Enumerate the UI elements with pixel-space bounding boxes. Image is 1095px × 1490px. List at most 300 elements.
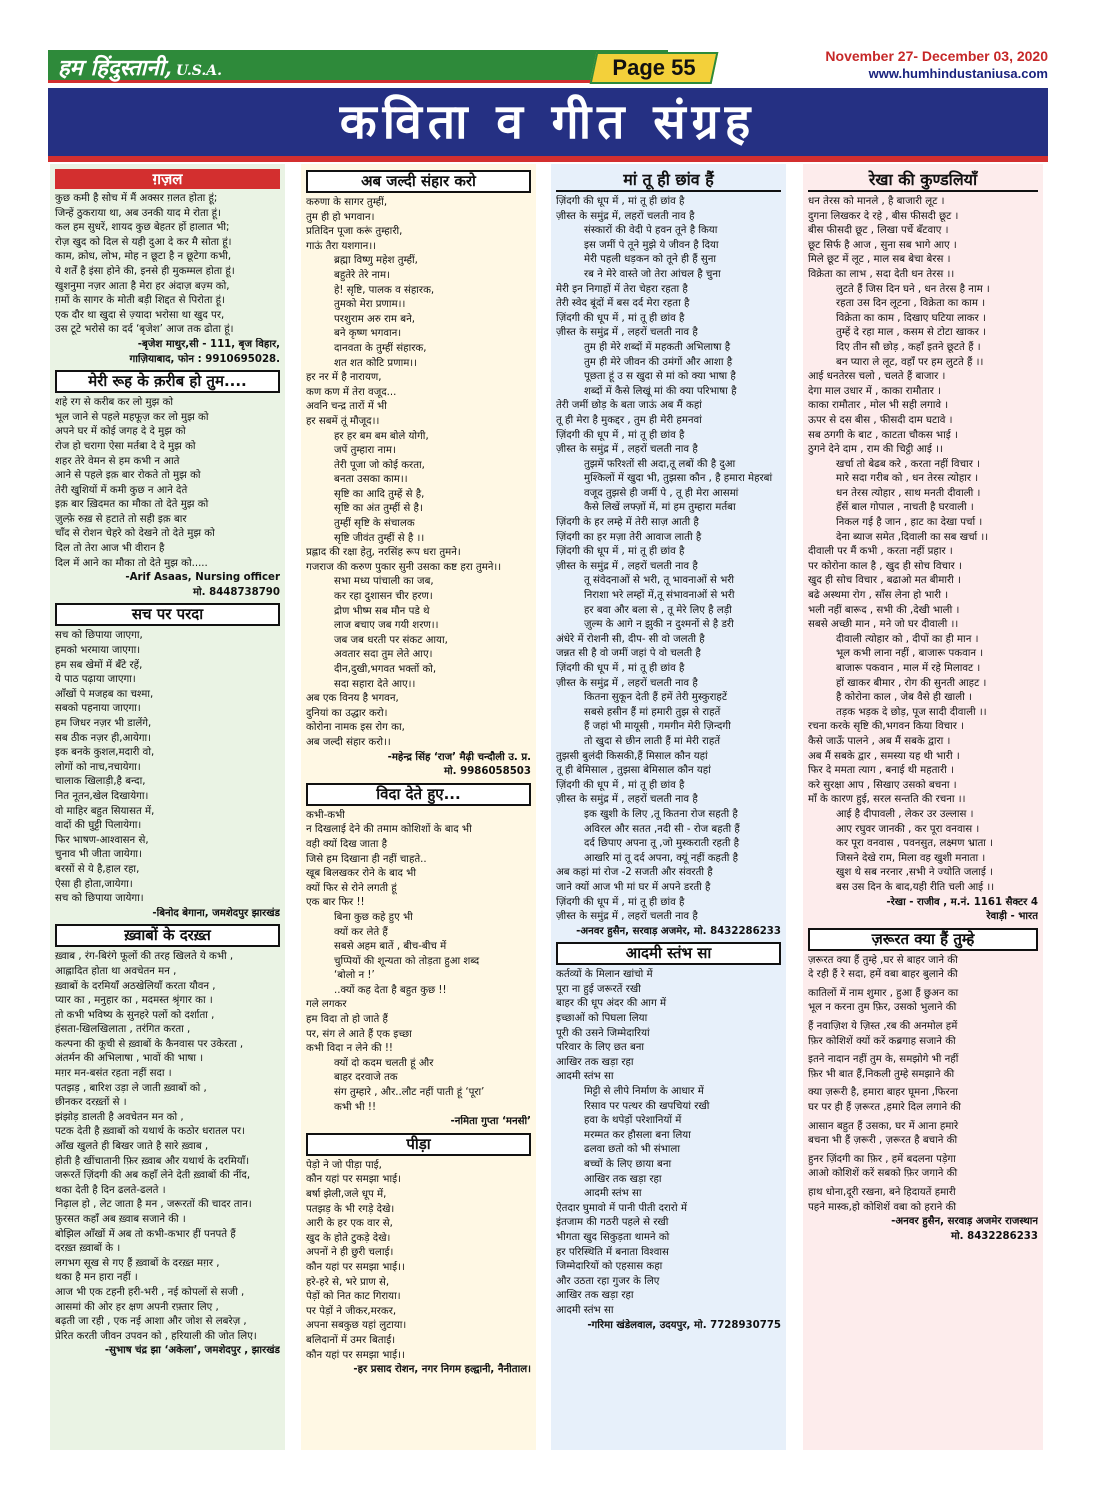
poem-line: तू ही बेमिसाल , तुझसा बेमिसाल कौन यहां xyxy=(556,765,711,777)
poem-line: मेरी पहली धड़कन को तूने ही हैं सुना xyxy=(584,254,717,266)
poem-line: न दिखलाई देने की तमाम कोशिशों के बाद भी xyxy=(306,824,472,836)
poem-line: इस जमीं पे तूने मुझे ये जीवन है दिया xyxy=(584,239,719,251)
poem-body-rekha-kundaliyan xyxy=(808,195,1038,896)
poem-line: पतझड़ , बारिश उड़ा ले जाती ख़्वाबों को , xyxy=(55,1082,207,1094)
poem-line: तुझसी बुलंदी किसकी,हैं मिसाल कौन यहां xyxy=(556,750,708,762)
poem-line: देगा माल उधार में , काका रामौतार । xyxy=(808,385,942,397)
poem-credit-zaroorat-kya-hai xyxy=(808,1215,1038,1244)
poem-line: लाज बचाए जब गयी शरण।। xyxy=(334,620,439,632)
poem-line: इक बनके कुशल,मदारी वो, xyxy=(55,747,155,759)
poem-line: भूल जाने से पहले महफूज़ कर लो मुझ को xyxy=(55,411,209,423)
poem-line: कुछ कमी है सोच में मैं अक्सर ग़लत होता हूं; xyxy=(55,193,218,204)
poem-line: प्रह्लाद की रक्षा हेतु, नरसिंह रूप धरा तुमने। xyxy=(306,547,461,559)
poem-credit-ghazal xyxy=(55,338,280,367)
poem-line: हर नर में है नारायण, xyxy=(306,372,382,384)
poem-line: दे रही हैं रे सदा, हमें वबा बाहर बुलाने की xyxy=(808,969,958,981)
poem-line: आई धनतेरस चलो , चलते हैं बाजार । xyxy=(808,371,946,383)
poem-line: बाहर की धूप अंदर की आग में xyxy=(556,998,667,1010)
poem-line: करुणा के सागर तुम्हीं, xyxy=(306,197,388,208)
poem-line: ज़ुल्फ़े रुख़ से हटाते तो सही इक़ बार xyxy=(55,513,187,525)
poem-body-ab-jaldi-sanhar xyxy=(306,196,531,751)
poem-line: काम, क्रोध, लोभ, मोह न छूटा है न छूटेगा कभी, xyxy=(55,251,232,263)
poem-line: अवतार सदा तुम लेते आए। xyxy=(334,649,433,661)
poem-line: हमको भरमाया जाएगा। xyxy=(55,645,141,657)
poem-line: ब्रह्मा विष्णु महेश तुम्हीं, xyxy=(334,255,418,267)
poem-line: संस्कारों की वेदी पे हवन तूने है किया xyxy=(584,225,718,237)
poem-line: फ़िर कोशिशें क्यों करें कब्रगाह सजाने की xyxy=(808,1035,956,1047)
poem-line: खुश थे सब नरनार ,सभी ने ज्योति जलाई । xyxy=(836,867,994,879)
poem-line: सृष्टि का अंत तुम्हीं से है। xyxy=(334,503,423,515)
poet-credit-line: रेवाड़ी - भारत xyxy=(986,911,1038,923)
poem-line: सदा सहारा देते आए।। xyxy=(334,678,416,690)
poem-line: हैं नवाज़िश ये ज़िस्त ,रब की अनमोल हमें xyxy=(808,1021,958,1033)
poem-line: जिन्हें ठुकराया था, अब उनकी याद मे रोता हूं। xyxy=(55,207,221,219)
poem-line: मेरी इन निगाहों में तेरा चेहरा रहता है xyxy=(556,283,688,295)
poem-body-ghazal xyxy=(55,192,280,338)
poem-line: क्यों फिर से रोने लगती हूं xyxy=(306,882,397,894)
poem-line: सबको पहनाया जाएगा। xyxy=(55,703,141,715)
poem-line: ऐतदार घुमावो में पानी पीती दरारो में xyxy=(556,1202,687,1214)
poem-line: ‘बोलो न !’ xyxy=(334,970,375,982)
poem-line: हँसें बाल गोपाल , नाचती है घरवाली । xyxy=(836,502,974,514)
poem-line: रचना करके सृष्टि की,भगवन किया विचार । xyxy=(808,721,965,733)
poem-line: आखिर तक खड़ा रहा xyxy=(556,1056,634,1068)
poem-line: पूरी की उसने जिम्मेदारियां xyxy=(556,1027,650,1039)
poem-line: तेरी खुशियों में कमी कुछ न आने देते xyxy=(55,484,188,496)
poem-line: खर्चा तो बेढब करे , करता नहीं विचार । xyxy=(836,458,980,470)
poem-line: बहुतेरे तेरे नाम। xyxy=(334,269,390,281)
poem-line: भूल न करना तुम फ़िर, उसको भुलाने की xyxy=(808,1002,957,1014)
poem-line: हुनर ज़िंदगी का फ़िर , हमें बदलना पड़ेगा xyxy=(808,1153,956,1165)
poem-line: अवनि चन्द्र तारों में भी xyxy=(306,401,387,413)
poem-line: चुनाव भी जीता जायेगा। xyxy=(55,849,142,861)
poem-line: कल्पना की कूची से ख़्वाबों के कैनवास पर उकेरता , xyxy=(55,1038,244,1050)
poem-line: पहने मास्क,हो कोशिशें वबा को हराने की xyxy=(808,1201,956,1213)
poem-body-maa-tu-hi-chhanv xyxy=(556,195,781,925)
poem-line: फ़िर भी बात हैं,निकली तुम्हे समझाने की xyxy=(808,1068,955,1080)
poem-line: लोगों को नाच,नचायेगा। xyxy=(55,761,141,773)
section-title: कविता व गीत संग्रह xyxy=(339,94,757,150)
poem-line: हम जिधर नज़र भी डालेंगे, xyxy=(55,718,152,729)
poem-line: अविरल और सतत ,नदी सी - रोज बहती हैं xyxy=(584,823,740,835)
poem-line: ज़िंदगी के हर लम्हे में तेरी साज़ आती है xyxy=(556,517,699,529)
poem-line: माँ के कारण हुई, सरल सन्तति की रचना ।। xyxy=(808,794,966,806)
poem-line: हर सबमें तूं मौजूद।। xyxy=(306,415,380,427)
poem-line: हवा के थपेड़ों परेशानियों में xyxy=(584,1115,682,1127)
poem-line: परिवार के लिए छत बना xyxy=(556,1042,645,1054)
poem-line: कभी विदा न लेने की !! xyxy=(306,1043,394,1055)
poem-line: प्रेरित करती जीवन उपवन को , हरियाली की जोत लिए। xyxy=(55,1330,257,1342)
poem-line: अब जल्दी संहार करो।। xyxy=(306,736,391,748)
poem-line: हों खाकर बीमार , रोग की सुनती आहट । xyxy=(836,677,987,689)
poem-line: लगभग सूख से गए हैं ख़्वाबों के दरख़्त मग़र , xyxy=(55,1257,220,1269)
poem-line: ज़िंदगी की धूप में , मां तू ही छांव है xyxy=(556,779,685,791)
poem-line: आसमां की ओर हर क्षण अपनी रफ़्तार लिए , xyxy=(55,1301,219,1313)
poem-line: रब ने मेरे वास्ते जो तेरा आंचल है चुना xyxy=(584,268,721,280)
poem-line: कैसे लिखें लफ्ज़ों में, मां हम तुम्हारा मर्तबा xyxy=(584,502,736,514)
poet-credit-line: -अनवर हुसैन, सरवाड़ अजमेर, मो. 8432286233 xyxy=(576,925,781,937)
poem-line: कौन यहां पर समझा भाई।। xyxy=(306,1349,405,1361)
poem-line: क्यों दो कदम चलती हूं और xyxy=(334,1057,434,1069)
poem-line: आओ कोशिशें करें सबको फ़िर जगाने की xyxy=(808,1168,958,1180)
poem-line: वजूद तुझसे ही जमीं पे , तू ही मेरा आसमां xyxy=(584,487,739,499)
poet-credit-line: -रेखा - राजीव , म.नं. 1161 सैक्टर 4 xyxy=(886,896,1038,908)
poem-line: ज़िंदगी का हर मज़ा तेरी आवाज लाती है xyxy=(556,531,702,543)
poem-line: नित नूतन,खेल दिखायेगा। xyxy=(55,790,149,802)
poem-line: मिट्टी से लीपे निर्माण के आधार में xyxy=(584,1086,704,1098)
poem-line: बरसों से ये है,हाल रहा, xyxy=(55,863,140,875)
poem-line: ज़रूरत क्या हैं तुम्हे ,घर से बाहर जाने की xyxy=(808,954,958,966)
poem-line: कैसे जाऊँ पालने , अब मैं सबके द्वारा । xyxy=(808,735,951,747)
poem-line: चुप्पियों की शून्यता को तोड़ता हुआ शब्द xyxy=(334,955,480,967)
poem-line: द्रोण भीष्म सब मौन पडे थे xyxy=(334,605,430,617)
poem-line: इक खुशी के लिए ,तू कितना रोज सहती है xyxy=(584,808,738,820)
poem-line: जब जब धरती पर संकट आया, xyxy=(334,634,448,646)
poem-line: सबसे अहम बातें , बीच-बीच में xyxy=(334,941,447,953)
poem-line: आने से पहले इक़ बार रोकते तो मुझ को xyxy=(55,470,201,482)
poet-credit-line: -बृजेश माथुर,सी - 111, बृज विहार, xyxy=(137,338,280,350)
poet-credit-line: -हर प्रसाद रोशन, नगर निगम हल्द्वानी, नैनीताल। xyxy=(353,1364,531,1376)
poem-line: आए रघुवर जानकी , कर पूरा वनवास । xyxy=(836,823,980,835)
poem-line: शहर तेरे वेमन से हम कभी न आते xyxy=(55,455,180,467)
poem-line: सभा मध्य पांचाली का जब, xyxy=(334,576,434,588)
poem-line: आदमी स्तंभ सा xyxy=(556,1071,614,1083)
poem-line: सबसे हसीन हैं मां हमारी तुझ से राहतें xyxy=(584,706,721,718)
poem-title-khwabon-ke-darakht: ख़्वाबों के दरख़्त xyxy=(55,924,280,947)
poem-line: हम विदा तो हो जाते हैं xyxy=(306,1014,388,1026)
poet-credit-line: -नमिता गुप्ता ‘मनसी’ xyxy=(450,1116,531,1128)
poem-line: ज़ुल्म के आगे न झुकी न दुश्मनों से है डरी xyxy=(584,619,734,631)
poem-title-rekha-kundaliyan: रेखा की कुण्डलियाँ xyxy=(808,170,1038,192)
poem-line: कौन यहां पर समझा भाई। xyxy=(306,1174,401,1186)
poem-line: आखरि मां तू दर्द अपना, क्यूं नहीं कहती है xyxy=(584,852,739,864)
poem-line: तड़क भड़क दे छोड़, पूज सादी दीवाली ।। xyxy=(836,706,987,718)
poem-line: ज़ीस्त के समुंद्र में , लहरों चलती नाव है xyxy=(556,444,698,456)
masthead-bar xyxy=(48,50,668,83)
poem-credit-rekha-kundaliyan xyxy=(808,896,1038,925)
poem-line: जिसे हम दिखाना ही नहीं चाहते.. xyxy=(306,853,427,865)
poem-line: वही क्यों दिख जाता है xyxy=(306,838,388,850)
poem-line: सब ठीक नज़र ही,आयेगा। xyxy=(55,732,152,744)
poem-line: तुम ही हो भगवान। xyxy=(306,211,375,223)
poem-line: भूल कभी लाना नहीं , बाजारू पकवान । xyxy=(836,648,984,660)
poem-line: कर्तव्यों के मिलान खांचो में xyxy=(556,969,653,981)
poem-line: क्यों कर लेते हैं xyxy=(334,926,388,938)
poem-line: अपनों ने ही छुरी चलाई। xyxy=(306,1247,394,1259)
poem-line: ..क्यों कह देता है बहुत कुछ !! xyxy=(334,984,447,996)
poem-line: फिर भाषण-आश्वासन से, xyxy=(55,834,149,846)
poem-line: मरम्मत कर हौसला बना लिया xyxy=(584,1129,691,1141)
column-1 xyxy=(50,164,285,1450)
poem-title-aadmi-stambh-sa: आदमी स्तंभ सा xyxy=(556,942,781,965)
poem-line: ज़ीस्त के समुंद्र में , लहरों चलती नाव है xyxy=(556,911,698,923)
poem-line: तुम ही मेरे शब्दों में महकती अभिलाषा है xyxy=(584,341,731,353)
poem-line: आखिर तक खड़ा रहा xyxy=(584,1173,662,1185)
poem-line: अंतर्मन की अभिलाषा , भावों की भाषा । xyxy=(55,1053,204,1065)
poem-line: बाजारू पकवान , माल में रहे मिलावट । xyxy=(836,663,981,674)
poem-line: तेरी स्वेद बूंदों में बस दर्द मेरा रहता है xyxy=(556,298,690,310)
poem-line: अब मैं सबके द्वार , समस्या यह थी भारी । xyxy=(808,750,960,762)
poem-line: ज़िंदगी की धूप में , मां तू ही छांव है xyxy=(556,196,685,207)
poem-line: अब कहां मां रोज -2 सजती और संवरती है xyxy=(556,867,713,879)
poem-line: अंधेरे में रोशनी सी, दीप- सी वो जलती है xyxy=(556,633,705,645)
poem-line: भीगता खुद सिकुड़ता थामने को xyxy=(556,1231,670,1243)
poem-line: आरी के हर एक वार से, xyxy=(306,1218,393,1230)
poem-credit-sach-par-parda xyxy=(55,907,280,922)
poem-line: मुश्किलों में खुदा भी, तुझसा कौन , है हमारा मेहरबां xyxy=(584,473,773,485)
poem-line: आसान बहुत हैं उसका, घर में आना हमारे xyxy=(808,1120,959,1132)
poet-credit-line: मो. 9986058503 xyxy=(443,766,531,778)
poem-line: ठुगने देने दाम , राम की चिट्ठी आई ।। xyxy=(808,444,943,456)
poem-line: बढे अस्थमा रोग , साँस लेना हो भारी । xyxy=(808,590,949,602)
poem-line: जपें तुम्हारा नाम। xyxy=(334,445,396,457)
poem-line: छूट सिर्फ है आज , सुना सब भागे आए । xyxy=(808,239,957,251)
poem-line: काका रामौतार , मोल भी सही लगावे । xyxy=(808,400,949,412)
poem-line: एक बार फिर !! xyxy=(306,897,365,909)
poem-line: पर कोरोना काल है , खुद ही सोच विचार । xyxy=(808,560,962,572)
poem-line: संग तुम्हारे , और..लौट नहीं पाती हूं ‘पूरा’ xyxy=(334,1087,485,1099)
poem-line: गाऊं तैरा यशगान।। xyxy=(306,240,377,252)
poem-line: वादों की घुट्टी पिलायेगा। xyxy=(55,820,142,832)
poem-credit-maa-tu-hi-chhanv xyxy=(556,925,781,940)
poem-body-khwabon-ke-darakht xyxy=(55,950,280,1344)
poem-line: अपना सबकुछ यहां लुटाया। xyxy=(306,1320,407,1332)
poem-line: देना ब्याज समेत ,दिवाली का सब खर्चा ।। xyxy=(836,531,989,543)
poem-line: ज़ीस्त के समुंद्र में , लहरों चलती नाव है xyxy=(556,794,698,806)
poem-line: दीवाली त्योहार को , दीपों का ही मान । xyxy=(836,633,979,645)
poem-line: बर्षा झेली,जले धूप में, xyxy=(306,1189,387,1200)
poet-credit-line: -महेन्द्र सिंह ‘राज’ मैढ़ी चन्दौली उ. प्र. xyxy=(387,751,531,763)
poem-line: खुद के होते टुकड़े देखे। xyxy=(306,1232,391,1244)
poem-line: बीस फीसदी छूट , लिखा पर्चे बँटवाए । xyxy=(808,225,949,237)
poem-title-zaroorat-kya-hai: ज़रूरत क्या हैं तुम्हे xyxy=(808,928,1038,951)
issue-date: November 27- December 03, 2020 xyxy=(825,48,1048,64)
poem-line: अब एक विनय है भगवन, xyxy=(306,693,399,705)
column-2 xyxy=(301,164,536,1450)
poem-line: कोरोना नामक इस रोग का, xyxy=(306,722,405,734)
poem-line: वो माहिर बहुत सियासत में, xyxy=(55,805,155,817)
poem-line: ज़िंदगी की धूप में , मां तू ही छांव है xyxy=(556,312,685,324)
poem-line: कितना सुकून देती हैं हमें तेरी मुस्कुराहटें xyxy=(584,692,727,704)
poem-body-zaroorat-kya-hai xyxy=(808,954,1038,1216)
poem-line: कातिलों में नाम शुमार , हुआ हैं छुअन का xyxy=(808,987,959,999)
poem-line: ज़ीस्त के समुंद्र में , लहरों चलती नाव है xyxy=(556,560,698,572)
poem-line: आदमी स्तंभ सा xyxy=(556,1304,614,1316)
poem-line: दीवाली पर मैं कभी , करता नहीं प्रहार । xyxy=(808,546,953,558)
poem-line: बनता उसका काम।। xyxy=(334,474,408,486)
poem-line: ज़ीस्त के समुंद्र में , लहरों चलती नाव है xyxy=(556,327,698,339)
poem-line: ये पाठ पढ़ाया जाएगा। xyxy=(55,674,136,686)
poem-line: जन्नत सी है वो जमीं जहां पे वो चलती है xyxy=(556,648,701,660)
poem-line: ऊपर से दस बीस , फीसदी दाम घटावे । xyxy=(808,414,953,426)
poem-line: तुमको मेरा प्रणाम।। xyxy=(334,299,406,311)
poem-line: ऐसा ही होता,जायेगा। xyxy=(55,878,133,890)
poem-line: चाँद से रोशन चेहरे को देखने तो देते मुझ को xyxy=(55,528,215,540)
poem-line: है कोरोना काल , जेब वैसे ही खाली । xyxy=(836,692,972,704)
poem-line: दिल में आने का मौका तो देते मुझ को..... xyxy=(55,557,208,569)
poem-line: कल हम सुधरें, शायद कुछ बेहतर हों हालात भी; xyxy=(55,222,230,234)
poem-line: शहे रग से करीब कर लो मुझ को xyxy=(55,397,174,409)
poem-line: हे! सृष्टि, पालक व संहारक, xyxy=(334,284,435,296)
poem-line: दीन,दुखी,भगवत भक्तों को, xyxy=(334,664,437,675)
poet-credit-line: -बिनोद बेगाना, जमशेदपुर झारखंड xyxy=(152,907,280,919)
poem-line: झंझोड़ डालती है अवचेतन मन को , xyxy=(55,1111,184,1123)
poem-line: हाथ धोना,दूरी रखना, बने हिदायतें हमारी xyxy=(808,1187,956,1198)
poem-line: निढ़ाल हो , लेट जाता है मन , जरूरतों की चादर तान। xyxy=(55,1199,252,1211)
poem-line: तू ही मेरा है मुकद्दर , तुम ही मेरी हमनवां xyxy=(556,414,702,426)
poem-line: धन तेरस को मानले , है बाजारी लूट । xyxy=(808,196,945,207)
poem-line: हैं जहां भी मायूसी , गमगीन मेरी ज़िन्दगी xyxy=(584,721,731,733)
poet-credit-line: गाज़ियाबाद, फोन : 9910695028. xyxy=(129,353,280,365)
poem-line: ज़िंदगी की धूप में , मां तू ही छांव है xyxy=(556,546,685,558)
poem-line: ज़िंदगी की धूप में , मां तू ही छांव है xyxy=(556,429,685,441)
poem-line: हम सब खेमों में बँटे रहें, xyxy=(55,659,143,671)
poem-line: दिए तीन सौ छोड़ , कहाँ इतने छूटते हैं । xyxy=(836,341,981,353)
poem-line: बच्चों के लिए छाया बना xyxy=(584,1159,672,1170)
poem-line: जरूरतें ज़िंदगी की अब कहाँ लेने देती ख़्वाबों की नींद, xyxy=(55,1170,251,1182)
poem-line: पूरा ना हुई जरूरतें रखी xyxy=(556,983,641,995)
poem-line: घर पर ही हैं ज़रूरत ,हमारे दिल लगाने की xyxy=(808,1102,961,1114)
poem-line: कभी-कभी xyxy=(306,809,345,821)
poem-credit-ab-jaldi-sanhar xyxy=(306,751,531,780)
poem-line: और उठता रहा गुजर के लिए xyxy=(556,1275,660,1287)
poem-line: विक्रेता का काम , दिखाए घटिया लाकर । xyxy=(836,312,986,324)
poem-line: गजराज की करुण पुकार सुनी उसका कष्ट हरा तुमने।। xyxy=(306,561,502,573)
poem-body-meri-rooh xyxy=(55,396,280,571)
poem-body-peeda xyxy=(306,1159,531,1363)
poem-line: कर रहा दुशासन चीर हरण। xyxy=(334,591,433,603)
poem-line: आँख खुलते ही बिखर जाते है सारे ख़्वाब , xyxy=(55,1141,209,1153)
poem-line: ज़िंदगी की धूप में , मां तू ही छांव है xyxy=(556,896,685,908)
poem-line: रोज हो चरागा ऐसा मर्तबा दे दे मुझ को xyxy=(55,440,196,452)
poem-line: जिसने देखे राम, मिला वह खुशी मनाता । xyxy=(836,852,986,864)
poem-line: इक़ बार ख़िदमत का मौका तो देते मुझ को xyxy=(55,499,209,511)
poem-line: एक दौर था खुदा से ज़्यादा भरोसा था खुद पर, xyxy=(55,309,225,321)
poem-title-peeda: पीड़ा xyxy=(306,1133,531,1156)
poem-line: तो खुदा से छीन लाती हैं मां मेरी राहतें xyxy=(584,735,721,747)
poem-line: तुम्हीं सृष्टि के संचालक xyxy=(334,518,415,530)
poem-line: लुटते हैं जिस दिन घने , धन तेरस है नाम । xyxy=(836,283,990,295)
poem-line: दर्द छिपाए अपना तू ,जो मुस्कराती रहती है xyxy=(584,838,739,850)
poem-line: पेड़ो ने जो पीड़ा पाई, xyxy=(306,1159,382,1171)
poem-line: फिर दे ममता त्याग , बनाई थी महतारी । xyxy=(808,765,954,777)
poem-line: उस टूटे भरोसे का दर्द ‘बृजेश’ आज तक ढोता हूं। xyxy=(55,324,234,336)
masthead xyxy=(48,50,1048,80)
section-banner xyxy=(48,88,1048,162)
poem-line: आई है दीपावली , लेकर उर उल्लास । xyxy=(836,808,974,820)
poem-line: इतने नादान नहीं तुम के, समझोगे भी नहीं xyxy=(808,1054,959,1066)
poem-line: हंसता-खिलखिलाता , तरंगित करता , xyxy=(55,1024,191,1036)
poem-line: दिल तो तेरा आज भी वीरान है xyxy=(55,543,165,555)
poem-credit-vida-dete-hue xyxy=(306,1115,531,1130)
poem-line: खुद ही सोच विचार , बढाओ मत बीमारी । xyxy=(808,575,961,587)
column-3 xyxy=(551,164,786,1450)
poem-credit-peeda xyxy=(306,1363,531,1378)
poem-line: कण कण में तेरा वजूद... xyxy=(306,386,397,398)
poem-line: आँखों पे मजहब का चश्मा, xyxy=(55,688,154,700)
poem-line: आखिर तक खड़ा रहा xyxy=(556,1290,634,1302)
poem-line: ख़्वाबों के दरमियाँ अठखेलियाँ करता यौवन , xyxy=(55,980,216,992)
poem-line: बाहर दरवाजे तक xyxy=(334,1072,398,1084)
poem-line: दानवता के तुम्हीं संहारक, xyxy=(334,342,427,354)
poem-line: मग़र मन-बसंत रहता नहीं सदा । xyxy=(55,1068,172,1080)
poem-line: ज़िंदगी की धूप में , मां तू ही छांव है xyxy=(556,663,685,674)
column-4 xyxy=(803,164,1043,1450)
poem-line: सृष्टि का आदि तुम्हें से है, xyxy=(334,488,425,500)
poem-line: बचना भी हैं ज़रूरी , ज़रूरत है बचाने की xyxy=(808,1135,958,1147)
poem-line: खुशनुमा नज़र आता है मेरा हर अंदाज़ बज़्म को, xyxy=(55,280,230,292)
poem-line: आह्लादित होता था अवचेतन मन , xyxy=(55,965,177,977)
poem-line: तेरी पूजा जो कोई करता, xyxy=(334,459,425,471)
poem-line: कर पूरा वनवास , पवनसुत, लक्ष्मण भ्राता । xyxy=(836,838,994,850)
poem-line: हर हर बम बम बोले योगी, xyxy=(334,430,429,442)
poem-line: तेरी जमीं छोड़ के बता जाऊं अब मैं कहां xyxy=(556,400,702,412)
poem-line: ख़्वाब , रंग-बिरंगे फूलों की तरह खिलते ये कभी , xyxy=(55,951,234,963)
poem-line: क्या ज़रूरी है, हमारा बाहर घूमना ,फिरना xyxy=(808,1087,958,1099)
poem-line: पर, संग ले आते हैं एक इच्छा xyxy=(306,1028,412,1040)
poem-line: पूछता हूं उ स खुदा से मां को क्या भाषा है xyxy=(584,371,736,383)
poem-line: सब ठगगी के बाट , काटता चौकस भाई । xyxy=(808,429,958,441)
poem-line: आज भी एक टहनी हरी-भरी , नई कोपलों से सजी , xyxy=(55,1286,245,1298)
poem-body-sach-par-parda xyxy=(55,629,280,906)
poem-line: तू संवेदनाओं से भरी, तू भावनाओं से भरी xyxy=(584,575,735,587)
poem-body-vida-dete-hue xyxy=(306,809,531,1115)
website-url[interactable]: www.humhindustaniusa.com xyxy=(868,66,1048,81)
poem-line: सच को छिपाया जायेगा। xyxy=(55,893,144,905)
poem-line: तुझमें फरिश्तों सी अदा,तू लबों की है दुआ xyxy=(584,458,736,470)
poem-line: शब्दों में कैसे लिखूं मां की क्या परिभाषा है xyxy=(584,385,737,397)
poet-credit-line: -Arif Asaas, Nursing officer xyxy=(125,572,280,584)
poem-title-sach-par-parda: सच पर परदा xyxy=(55,603,280,626)
poet-credit-line: -अनवर हुसैन, सरवाड़ अजमेर राजस्थान xyxy=(891,1216,1038,1228)
poem-line: कौन यहां पर समझा भाई।। xyxy=(306,1261,405,1273)
poem-line: छीनकर दरख़्तों से । xyxy=(55,1097,127,1109)
poem-title-maa-tu-hi-chhanv: मां तू ही छांव हैं xyxy=(556,170,781,192)
poem-line: रिसाव पर पत्थर की खपचियां रखी xyxy=(584,1100,710,1112)
poem-line: जिम्मेदारियों को एहसास कहा xyxy=(556,1261,663,1273)
poem-credit-meri-rooh xyxy=(55,571,280,600)
poem-line: पेड़ों को नित काट गिराया। xyxy=(306,1291,401,1303)
poem-line: जाने क्यों आज भी मां घर में अपने डरती है xyxy=(556,881,711,893)
poem-line: निकल गई है जान , हाट का देखा पर्चा । xyxy=(836,517,983,529)
poem-line: शत शत कोटि प्रणाम।। xyxy=(334,357,418,369)
poem-line: रहता उस दिन लूटना , विक्रेता का काम । xyxy=(836,298,986,310)
poem-line: सच को छिपाया जाएगा, xyxy=(55,630,143,642)
poem-title-meri-rooh: मेरी रूह के क़रीब हो तुम.... xyxy=(55,370,280,393)
poem-line: भली नहीं बारूद , सभी की ,देखी भाली । xyxy=(808,604,960,616)
poem-credit-aadmi-stambh-sa xyxy=(556,1319,781,1334)
poem-line: अपने घर में कोई जगह दे दे मुझ को xyxy=(55,426,186,438)
page-number-badge: Page 55 xyxy=(590,52,719,84)
poem-line: बिना कुछ कहे हुए भी xyxy=(334,911,413,923)
poem-line: चालाक खिलाड़ी,है बन्दा, xyxy=(55,776,146,788)
poem-line: करे सुरक्षा आप , सिखाए उसको बचना । xyxy=(808,779,957,791)
poem-line: हर परिस्थिति में बनाता विश्वास xyxy=(556,1246,669,1258)
poem-line: ज़ीस्त के समुंद्र में, लहरों चलती नाव है xyxy=(556,210,695,222)
poem-line: दुनियां का उद्धार करो। xyxy=(306,707,388,719)
poem-line: थका है मन हारा नहीं । xyxy=(55,1272,138,1284)
poem-line: होती है खींचातानी फ़िर ख़्वाब और यथार्थ के दरमियाँ। xyxy=(55,1155,250,1167)
poet-credit-line: मो. 8432286233 xyxy=(950,1230,1038,1242)
poem-title-ab-jaldi-sanhar: अब जल्दी संहार करो xyxy=(306,170,531,193)
poem-line: गले लगकर xyxy=(306,999,347,1011)
poem-line: बोझिल आँखों में अब तो कभी-कभार हीं पनपते हैं xyxy=(55,1228,236,1240)
poem-line: रोज़ खुद को दिल से यही दुआ दे कर मै सोता हूं। xyxy=(55,236,232,248)
poem-line: दुगना लिखकर दे रहे , बीस फीसदी छूट । xyxy=(808,210,959,222)
poem-line: परशुराम अरु राम बने, xyxy=(334,313,415,325)
newspaper-name: हम हिंदुस्तानी, U.S.A. xyxy=(58,55,222,81)
poem-line: ग़मों के सागर के मोती बड़ी शिद्दत से पिरोता हूं। xyxy=(55,295,225,307)
